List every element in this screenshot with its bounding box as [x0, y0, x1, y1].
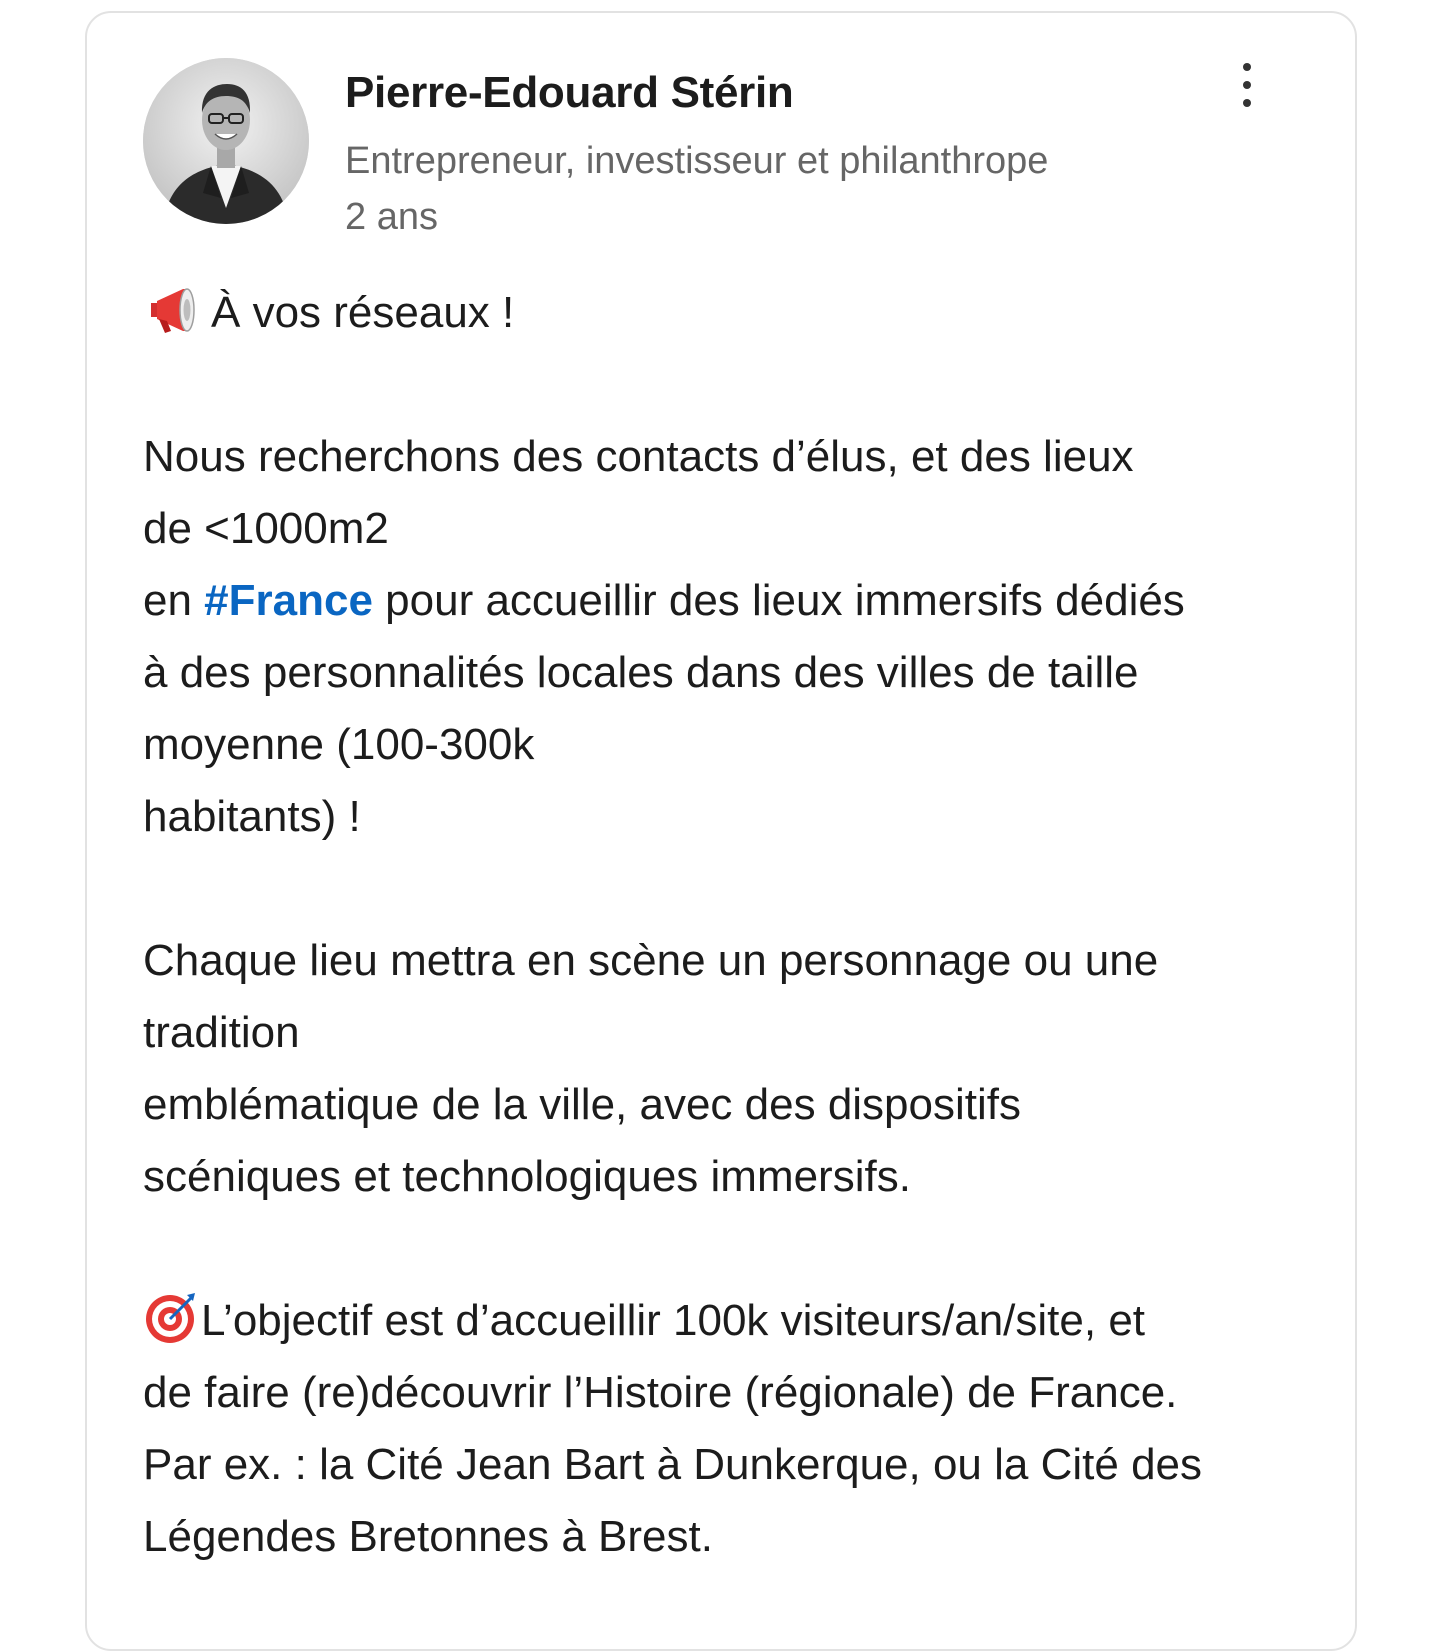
paragraph-3-line-4: scéniques et technologiques immersifs.: [143, 1152, 911, 1201]
paragraph-2-line-1: Nous recherchons des contacts d’élus, et des lieux: [143, 432, 1134, 481]
more-vertical-icon-dot: [1243, 99, 1251, 107]
paragraph-2-line-5: moyenne (100-300k: [143, 720, 535, 769]
post-body: [143, 277, 1303, 1573]
more-options-button[interactable]: [1232, 59, 1262, 119]
paragraph-4-line-3: Par ex. : la Cité Jean Bart à Dunkerque, ou la Cité des: [143, 1440, 1203, 1489]
paragraph-3-line-1: Chaque lieu mettra en scène un personnage ou une: [143, 936, 1159, 985]
paragraph-4-line-4: Légendes Bretonnes à Brest.: [143, 1512, 713, 1561]
author-headline: Entrepreneur, investisseur et philanthrope: [345, 140, 1049, 182]
paragraph-4-line-1: [143, 1285, 1303, 1357]
paragraph-2-line-2: de <1000m2: [143, 504, 389, 553]
paragraph-2-line-3: [143, 565, 1303, 637]
paragraph-2-line-4: à des personnalités locales dans des villes de taille: [143, 648, 1139, 697]
post-card: [85, 11, 1357, 1651]
spacer: [143, 1213, 1303, 1285]
paragraph-1: [143, 277, 1303, 349]
more-vertical-icon-dot: [1243, 81, 1251, 89]
author-avatar[interactable]: [143, 58, 309, 224]
paragraph-3-line-3: emblématique de la ville, avec des dispositifs: [143, 1080, 1022, 1129]
post-age: 2 ans: [345, 196, 438, 238]
hashtag-france-link[interactable]: #France: [204, 576, 373, 625]
text-segment: pour accueillir des lieux immersifs dédiés: [372, 576, 1185, 625]
spacer: [143, 349, 1303, 421]
more-vertical-icon: [1243, 63, 1251, 71]
spacer: [143, 853, 1303, 925]
author-name[interactable]: Pierre-Edouard Stérin: [345, 68, 794, 117]
paragraph-4-line-2: de faire (re)découvrir l’Histoire (régionale) de France.: [143, 1368, 1178, 1417]
paragraph-2-line-6: habitants) !: [143, 792, 361, 841]
profile-photo-icon: [143, 58, 309, 224]
announcement-text: À vos réseaux !: [211, 288, 515, 337]
text-segment: en: [143, 576, 205, 625]
target-icon: [143, 1289, 199, 1345]
paragraph-3-line-2: tradition: [143, 1008, 300, 1057]
objective-text: L’objectif est d’accueillir 100k visiteurs/an/site, et: [201, 1296, 1146, 1345]
megaphone-icon: [143, 281, 199, 337]
